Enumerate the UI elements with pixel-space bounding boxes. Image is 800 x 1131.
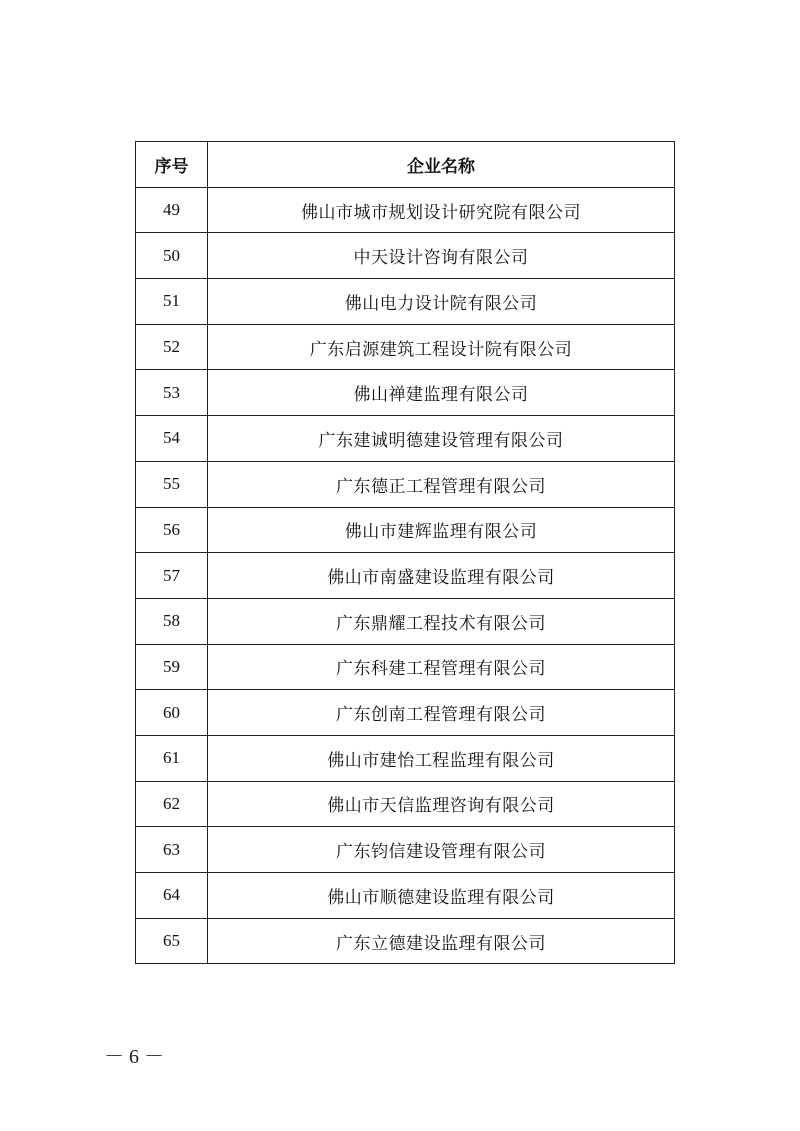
- row-number: 59: [136, 644, 208, 690]
- row-number: 55: [136, 461, 208, 507]
- row-number: 52: [136, 324, 208, 370]
- company-name: 广东钧信建设管理有限公司: [208, 827, 675, 873]
- row-number: 53: [136, 370, 208, 416]
- table-row: [136, 873, 675, 919]
- company-name: 佛山市建怡工程监理有限公司: [208, 735, 675, 781]
- column-header-company-name: 企业名称: [208, 142, 675, 188]
- table-row: [136, 644, 675, 690]
- row-number: 64: [136, 873, 208, 919]
- row-number: 65: [136, 918, 208, 964]
- company-name: 佛山市建辉监理有限公司: [208, 507, 675, 553]
- page-number: － 6 －: [104, 1046, 164, 1068]
- row-number: 60: [136, 690, 208, 736]
- row-number: 50: [136, 233, 208, 279]
- company-name: 佛山禅建监理有限公司: [208, 370, 675, 416]
- company-name: 广东创南工程管理有限公司: [208, 690, 675, 736]
- table-row: [136, 461, 675, 507]
- row-number: 58: [136, 598, 208, 644]
- table-row: [136, 416, 675, 462]
- row-number: 54: [136, 416, 208, 462]
- company-name: 广东德正工程管理有限公司: [208, 461, 675, 507]
- row-number: 56: [136, 507, 208, 553]
- column-header-number: 序号: [136, 142, 208, 188]
- company-name: 佛山市城市规划设计研究院有限公司: [208, 187, 675, 233]
- table-row: [136, 187, 675, 233]
- company-name: 佛山电力设计院有限公司: [208, 279, 675, 325]
- row-number: 61: [136, 735, 208, 781]
- company-name: 广东建诚明德建设管理有限公司: [208, 416, 675, 462]
- table-row: [136, 598, 675, 644]
- table-row: [136, 918, 675, 964]
- table-row: [136, 279, 675, 325]
- table-header-row: [136, 142, 675, 188]
- company-name: 佛山市天信监理咨询有限公司: [208, 781, 675, 827]
- row-number: 63: [136, 827, 208, 873]
- company-name: 广东科建工程管理有限公司: [208, 644, 675, 690]
- company-name: 广东立德建设监理有限公司: [208, 918, 675, 964]
- row-number: 62: [136, 781, 208, 827]
- table-row: [136, 233, 675, 279]
- company-list-table: [135, 141, 675, 964]
- company-name: 佛山市顺德建设监理有限公司: [208, 873, 675, 919]
- row-number: 51: [136, 279, 208, 325]
- table-row: [136, 781, 675, 827]
- table-row: [136, 370, 675, 416]
- table-row: [136, 735, 675, 781]
- table-row: [136, 553, 675, 599]
- table-header: [136, 142, 675, 188]
- company-name: 佛山市南盛建设监理有限公司: [208, 553, 675, 599]
- row-number: 49: [136, 187, 208, 233]
- table-row: [136, 324, 675, 370]
- table-row: [136, 827, 675, 873]
- company-name: 中天设计咨询有限公司: [208, 233, 675, 279]
- row-number: 57: [136, 553, 208, 599]
- table-body: [136, 187, 675, 964]
- table-row: [136, 690, 675, 736]
- table-row: [136, 507, 675, 553]
- company-name: 广东鼎耀工程技术有限公司: [208, 598, 675, 644]
- company-name: 广东启源建筑工程设计院有限公司: [208, 324, 675, 370]
